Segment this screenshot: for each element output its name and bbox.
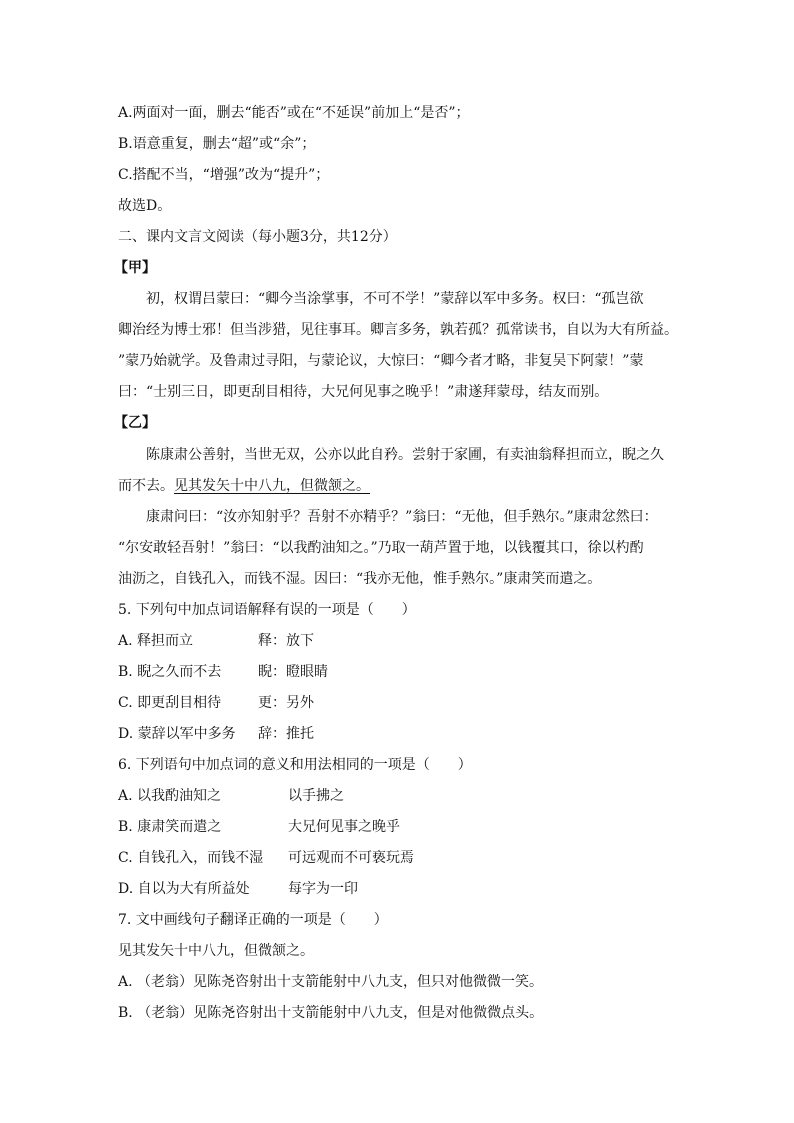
section-title: 二、课内文言文阅读（每小题3分，共12分） <box>118 229 397 245</box>
option-gloss: 更：另外 <box>258 695 314 711</box>
option-gloss: 睨：瞪眼睛 <box>258 664 328 680</box>
question-6-option <box>118 880 358 898</box>
explanation-a: A.两面对一面，删去“能否”或在“不延误”前加上“是否”； <box>118 105 470 121</box>
underlined-sentence: 见其发矢十中八九，但微颔之。 <box>174 478 370 494</box>
passage-a-line: 曰：“士别三日，即更刮目相待，大兄何见事之晚乎！”肃遂拜蒙母，结友而别。 <box>118 384 609 400</box>
passage-b-plain-text: 而不去。 <box>118 478 174 494</box>
option-right: 大兄何见事之晚乎 <box>288 819 400 835</box>
option-phrase: C. 即更刮目相待 <box>118 695 222 711</box>
option-left: A. 以我酌油知之 <box>118 788 222 804</box>
question-5-option <box>118 663 328 681</box>
passage-a-line: 初，权谓吕蒙曰：“卿今当涂掌事，不可不学！”蒙辞以军中多务。权曰：“孤岂欲 <box>146 291 644 307</box>
question-7-sentence: 见其发矢十中八九，但微颔之。 <box>118 943 314 959</box>
option-phrase: D. 蒙辞以军中多务 <box>118 726 236 742</box>
passage-b-line: 油沥之，自钱孔入，而钱不湿。因曰：“我亦无他，惟手熟尔。”康肃笑而遣之。 <box>118 571 602 587</box>
question-7-option: A. （老翁）见陈尧咨射出十支箭能射中八九支，但只对他微微一笑。 <box>118 974 544 990</box>
question-5-option <box>118 632 314 650</box>
question-6-option <box>118 818 400 836</box>
question-7-stem: 7. 文中画线句子翻译正确的一项是（ ） <box>118 912 388 928</box>
question-5-stem: 5. 下列句中加点词语解释有误的一项是（ ） <box>118 602 416 618</box>
explanation-c: C.搭配不当，“增强”改为“提升”； <box>118 167 330 183</box>
option-left: C. 自钱孔入，而钱不湿 <box>118 850 264 866</box>
answer-conclusion: 故选D。 <box>118 198 172 214</box>
option-gloss: 释：放下 <box>258 633 314 649</box>
option-right: 每字为一印 <box>288 881 358 897</box>
question-6-option <box>118 849 414 867</box>
option-right: 可远观而不可亵玩焉 <box>288 850 414 866</box>
question-6-option <box>118 787 344 805</box>
question-7-option: B. （老翁）见陈尧咨射出十支箭能射中八九支，但是对他微微点头。 <box>118 1005 544 1021</box>
passage-b-label: 【乙】 <box>114 415 156 431</box>
question-5-option <box>118 725 314 743</box>
option-phrase: B. 睨之久而不去 <box>118 664 222 680</box>
option-phrase: A. 释担而立 <box>118 633 194 649</box>
passage-a-line: 卿治经为博士邪！但当涉猎，见往事耳。卿言多务，孰若孤？孤常读书，自以为大有所益。 <box>118 322 678 338</box>
option-gloss: 辞：推托 <box>258 726 314 742</box>
passage-b-line: 陈康肃公善射，当世无双，公亦以此自矜。尝射于家圃，有卖油翁释担而立，睨之久 <box>146 447 664 463</box>
passage-a-label: 【甲】 <box>114 260 156 276</box>
passage-a-line: ”蒙乃始就学。及鲁肃过寻阳，与蒙论议，大惊曰：“卿今者才略，非复吴下阿蒙！”蒙 <box>118 353 644 369</box>
question-5-option <box>118 694 314 712</box>
option-left: D. 自以为大有所益处 <box>118 881 250 897</box>
passage-b-line <box>118 477 370 495</box>
passage-b-line: “尔安敢轻吾射！”翁曰：“以我酌油知之。”乃取一葫芦置于地，以钱覆其口，徐以杓酌 <box>118 540 644 556</box>
option-right: 以手拂之 <box>288 788 344 804</box>
option-left: B. 康肃笑而遣之 <box>118 819 222 835</box>
question-6-stem: 6. 下列语句中加点词的意义和用法相同的一项是（ ） <box>118 757 472 773</box>
explanation-b: B.语意重复，删去“超”或“余”； <box>118 136 316 152</box>
passage-b-line: 康肃问曰：“汝亦知射乎？吾射不亦精乎？”翁曰：“无他，但手熟尔。”康肃忿然曰： <box>146 509 658 525</box>
